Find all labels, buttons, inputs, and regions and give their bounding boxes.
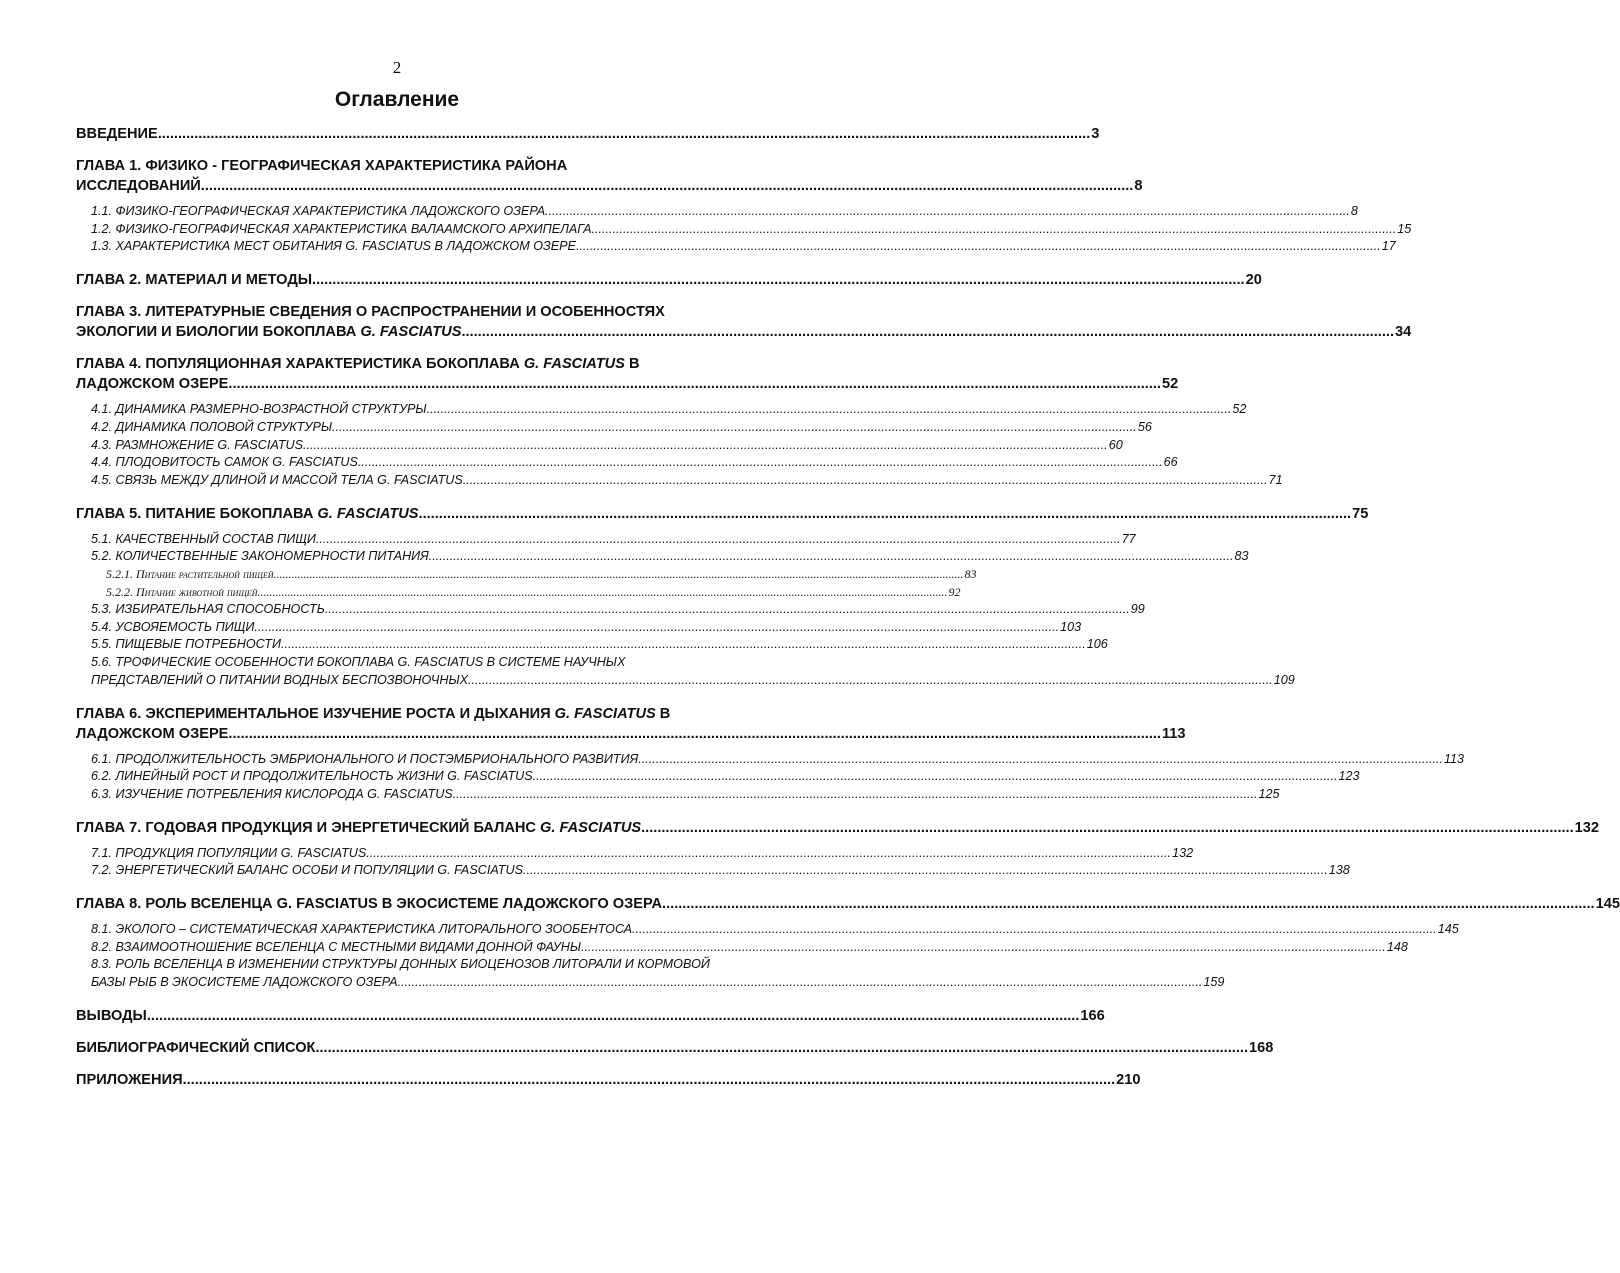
dot-leader (427, 401, 1232, 419)
toc-page-number: 109 (1273, 672, 1295, 687)
toc-entry-first-line (91, 654, 736, 672)
toc-chapter[interactable] (76, 302, 1412, 342)
toc-entry-text-line1-tail: В (624, 356, 640, 373)
toc-page-number: 8 (1134, 178, 1143, 194)
toc-page-number: 113 (1161, 725, 1186, 742)
toc-entry-text: 1.2. ФИЗИКО-ГЕОГРАФИЧЕСКАЯ ХАРАКТЕРИСТИКА ВАЛААМСКОГО АРХИПЕЛАГА (91, 221, 592, 236)
toc-entry-line (91, 238, 1396, 256)
toc-entry-line (76, 1006, 1105, 1026)
toc-chapter[interactable] (76, 1070, 1141, 1090)
toc-page-number: 145 (1595, 896, 1620, 913)
toc-entry-line (91, 531, 1136, 549)
dot-leader (398, 974, 1203, 992)
toc-subsection[interactable] (76, 566, 977, 584)
toc-entry-species-name: G. FASCIATUS (356, 324, 462, 341)
toc-page-number: 210 (1116, 1071, 1141, 1088)
toc-entry-text: ГЛАВА 7. ГОДОВАЯ ПРОДУКЦИЯ И ЭНЕРГЕТИЧЕСКИЙ БАЛАНС (76, 819, 536, 836)
toc-chapter[interactable] (76, 1038, 1274, 1058)
toc-entry-text: 5.2.1. Питание растительной пищей (106, 567, 274, 582)
toc-page-number: 92 (948, 584, 961, 599)
toc-page-number: 113 (1443, 751, 1465, 766)
toc-entry-text: ГЛАВА 8. РОЛЬ ВСЕЛЕНЦА G. FASCIATUS В ЭКОСИСТЕМЕ ЛАДОЖСКОГО ОЗЕРА (76, 896, 663, 913)
toc-page-number: 166 (1080, 1007, 1105, 1024)
toc-entry-title (76, 1070, 183, 1090)
toc-entry-line (91, 939, 1408, 957)
toc-page-number: 103 (1060, 619, 1082, 634)
toc-entry-text: 4.2. ДИНАМИКА ПОЛОВОЙ СТРУКТУРЫ (91, 419, 333, 434)
toc-page-number: 34 (1395, 324, 1412, 341)
toc-chapter[interactable] (76, 504, 1369, 524)
toc-page-number: 99 (1130, 602, 1145, 617)
toc-entry-title (106, 584, 257, 602)
toc-page-number: 145 (1437, 922, 1459, 937)
dot-leader (201, 176, 1134, 196)
toc-entry-text: 7.2. ЭНЕРГЕТИЧЕСКИЙ БАЛАНС ОСОБИ И ПОПУЛЯЦИИ G. FASCIATUS (91, 863, 523, 878)
dot-leader (257, 584, 947, 602)
dot-leader (523, 862, 1328, 880)
dot-leader (358, 454, 1163, 472)
toc-chapter[interactable] (76, 1006, 1105, 1026)
toc-entry-text: ГЛАВА 2. МАТЕРИАЛ И МЕТОДЫ (76, 272, 313, 289)
dot-leader (638, 751, 1443, 769)
toc-entry-first-line (76, 704, 736, 724)
toc-entry-line (91, 768, 1360, 786)
toc-section[interactable] (76, 454, 1178, 472)
toc-entry-title (91, 437, 303, 455)
dot-leader (316, 531, 1121, 549)
toc-entry-text-line1: 5.6. ТРОФИЧЕСКИЕ ОСОБЕННОСТИ БОКОПЛАВА G. FASCIATUS В СИСТЕМЕ НАУЧНЫХ (91, 655, 626, 670)
toc-entry-line (91, 636, 1108, 654)
toc-entry-title (91, 454, 358, 472)
toc-entry-line (91, 921, 1459, 939)
toc-entry-first-line (76, 302, 736, 322)
toc-page-number: 159 (1203, 975, 1225, 990)
dot-leader (468, 672, 1273, 690)
toc-entry-title (76, 504, 419, 524)
toc-entry-text-line1: ГЛАВА 4. ПОПУЛЯЦИОННАЯ ХАРАКТЕРИСТИКА БОКОПЛАВА (76, 356, 520, 373)
toc-entry-text: 5.3. ИЗБИРАТЕЛЬНАЯ СПОСОБНОСТЬ (91, 602, 325, 617)
toc-entry-title (91, 548, 429, 566)
toc-entry-text: ВВЕДЕНИЕ (76, 126, 158, 142)
dot-leader (315, 1038, 1248, 1058)
toc-section[interactable] (76, 654, 1295, 689)
toc-entry-text: ЭКОЛОГИИ И БИОЛОГИИ БОКОПЛАВА (76, 324, 357, 341)
toc-chapter[interactable] (76, 270, 1262, 290)
toc-entry-line (91, 472, 1283, 490)
toc-section[interactable] (76, 437, 1123, 455)
toc-entry-text: 6.2. ЛИНЕЙНЫЙ РОСТ И ПРОДОЛЖИТЕЛЬНОСТЬ ЖИЗНИ G. FASCIATUS (91, 769, 533, 784)
toc-entry-text: ЛАДОЖСКОМ ОЗЕРЕ (76, 725, 229, 742)
toc-section[interactable] (76, 221, 1412, 239)
toc-entry-title (91, 939, 581, 957)
dot-leader (632, 921, 1437, 939)
toc-entry-line (91, 203, 1358, 221)
toc-section[interactable] (76, 619, 1082, 637)
toc-section[interactable] (76, 845, 1194, 863)
toc-section[interactable] (76, 921, 1459, 939)
toc-page-number: 123 (1338, 769, 1360, 784)
toc-entry-species-name: G. FASCIATUS (535, 819, 642, 836)
dot-leader (461, 322, 1394, 342)
toc-entry-line (76, 176, 1143, 196)
toc-section[interactable] (76, 939, 1408, 957)
toc-entry-title (76, 894, 662, 914)
dot-leader (228, 724, 1161, 744)
toc-entry-text: ВЫВОДЫ (76, 1007, 147, 1024)
toc-entry-species-name: G. FASCIATUS (550, 705, 656, 722)
page-number: 2 (392, 58, 402, 77)
toc-entry-text-line1: ГЛАВА 1. ФИЗИКО - ГЕОГРАФИЧЕСКАЯ ХАРАКТЕРИСТИКА РАЙОНА (76, 158, 568, 174)
toc-page-number: 148 (1386, 939, 1408, 954)
toc-section[interactable] (76, 636, 1108, 654)
toc-page-number: 132 (1574, 819, 1600, 836)
toc-section[interactable] (76, 419, 1152, 437)
toc-entry-title (76, 270, 312, 290)
toc-page-number: 15 (1397, 221, 1412, 236)
toc-entry-line (76, 1038, 1274, 1058)
toc-entry-title (91, 601, 325, 619)
toc-page-number: 132 (1172, 845, 1194, 860)
toc-entry-line (91, 454, 1178, 472)
dot-leader (303, 437, 1108, 455)
toc-page-number: 52 (1161, 376, 1179, 393)
toc-entry-text: ИССЛЕДОВАНИЙ (76, 178, 201, 194)
toc-entry-title (76, 724, 228, 744)
toc-entry-line (91, 672, 1295, 690)
toc-section[interactable] (76, 956, 1225, 991)
toc-entry-line (91, 401, 1247, 419)
toc-entry-text: ГЛАВА 5. ПИТАНИЕ БОКОПЛАВА (76, 505, 314, 522)
toc-entry-title (91, 672, 468, 690)
toc-entry-text: ЛАДОЖСКОМ ОЗЕРЕ (76, 376, 229, 393)
toc-entry-line (91, 221, 1412, 239)
toc-entry-text-line1: 8.3. РОЛЬ ВСЕЛЕНЦА В ИЗМЕНЕНИИ СТРУКТУРЫ ДОННЫХ БИОЦЕНОЗОВ ЛИТОРАЛИ И КОРМОВОЙ (91, 957, 710, 972)
dot-leader (592, 221, 1397, 239)
toc-page-number: 60 (1108, 437, 1123, 452)
dot-leader (533, 768, 1338, 786)
toc-entry-title (91, 921, 632, 939)
toc-section[interactable] (76, 862, 1350, 880)
dot-leader (281, 636, 1086, 654)
dot-leader (183, 1070, 1116, 1090)
toc-page-number: 75 (1352, 505, 1369, 522)
dot-leader (419, 504, 1352, 524)
toc-entry-text: БИБЛИОГРАФИЧЕСКИЙ СПИСОК (76, 1039, 316, 1056)
page-title: Оглавление (334, 88, 460, 111)
toc-entry-title (91, 768, 533, 786)
toc-entry-title (91, 845, 366, 863)
toc-entry-line (91, 845, 1194, 863)
table-of-contents (76, 124, 1620, 1090)
toc-entry-title (76, 124, 158, 144)
toc-entry-title (91, 203, 545, 221)
toc-entry-text: 4.4. ПЛОДОВИТОСТЬ САМОК G. FASCIATUS (91, 455, 358, 470)
toc-page-number: 138 (1328, 863, 1350, 878)
toc-entry-text: 5.2.2. Питание животной пищей (106, 584, 258, 599)
toc-entry-first-line (91, 956, 736, 974)
dot-leader (274, 566, 964, 584)
toc-entry-title (76, 818, 641, 838)
toc-entry-text: 6.3. ИЗУЧЕНИЕ ПОТРЕБЛЕНИЯ КИСЛОРОДА G. FASCIATUS (91, 786, 453, 801)
toc-entry-title (91, 472, 463, 490)
toc-chapter[interactable] (76, 156, 1143, 196)
toc-entry-text: ПРЕДСТАВЛЕНИЙ О ПИТАНИИ ВОДНЫХ БЕСПОЗВОНОЧНЫХ (91, 672, 469, 687)
toc-page-number: 106 (1086, 637, 1108, 652)
toc-entry-title (91, 531, 316, 549)
toc-page-number: 3 (1091, 126, 1100, 142)
dot-leader (332, 419, 1137, 437)
toc-section[interactable] (76, 203, 1358, 221)
toc-entry-text: 8.2. ВЗАИМООТНОШЕНИЕ ВСЕЛЕНЦА С МЕСТНЫМИ ВИДАМИ ДОННОЙ ФАУНЫ (91, 939, 582, 954)
toc-entry-line (91, 862, 1350, 880)
toc-entry-text-line1: ГЛАВА 3. ЛИТЕРАТУРНЫЕ СВЕДЕНИЯ О РАСПРОСТРАНЕНИИ И ОСОБЕННОСТЯХ (76, 304, 665, 321)
toc-entry-line (106, 584, 961, 602)
toc-page-number: 20 (1245, 272, 1262, 289)
toc-section[interactable] (76, 548, 1249, 566)
toc-page-number: 83 (1234, 549, 1249, 564)
toc-entry-text-line1-tail: В (655, 705, 671, 722)
toc-page-number: 66 (1163, 455, 1178, 470)
toc-entry-line (76, 124, 1100, 144)
toc-page-number: 125 (1258, 786, 1280, 801)
toc-entry-line (76, 374, 1179, 394)
toc-section[interactable] (76, 531, 1136, 549)
dot-leader (545, 203, 1350, 221)
dot-leader (325, 601, 1130, 619)
dot-leader (158, 124, 1091, 144)
toc-entry-text-line1: ГЛАВА 6. ЭКСПЕРИМЕНТАЛЬНОЕ ИЗУЧЕНИЕ РОСТА И ДЫХАНИЯ (76, 705, 551, 722)
toc-entry-text: 5.2. КОЛИЧЕСТВЕННЫЕ ЗАКОНОМЕРНОСТИ ПИТАНИЯ (91, 549, 429, 564)
toc-entry-line (76, 504, 1369, 524)
toc-entry-line (76, 1070, 1141, 1090)
toc-entry-line (91, 786, 1280, 804)
toc-entry-title (91, 221, 592, 239)
toc-entry-title (91, 238, 576, 256)
toc-entry-title (91, 974, 398, 992)
toc-entry-text: 4.1. ДИНАМИКА РАЗМЕРНО-ВОЗРАСТНОЙ СТРУКТУРЫ (91, 402, 427, 417)
toc-entry-text: 4.5. СВЯЗЬ МЕЖДУ ДЛИНОЙ И МАССОЙ ТЕЛА G. FASCIATUS (91, 472, 463, 487)
toc-entry-text: 7.1. ПРОДУКЦИЯ ПОПУЛЯЦИИ G. FASCIATUS (91, 845, 367, 860)
toc-entry-line (91, 619, 1082, 637)
toc-entry-text: 5.4. УСВОЯЕМОСТЬ ПИЩИ (91, 619, 255, 634)
toc-chapter[interactable] (76, 818, 1600, 838)
toc-entry-title (91, 401, 427, 419)
dot-leader (228, 374, 1161, 394)
toc-entry-title (91, 419, 332, 437)
toc-page-number: 168 (1249, 1039, 1274, 1056)
toc-entry-species-name: G. FASCIATUS (519, 356, 625, 373)
toc-entry-line (91, 437, 1123, 455)
toc-subsection[interactable] (76, 584, 961, 602)
toc-entry-line (76, 322, 1412, 342)
toc-entry-line (91, 751, 1465, 769)
toc-entry-title (91, 619, 254, 637)
toc-entry-title (76, 322, 461, 342)
toc-entry-title (76, 1038, 315, 1058)
toc-section[interactable] (76, 751, 1465, 769)
dot-leader (147, 1006, 1080, 1026)
dot-leader (429, 548, 1234, 566)
toc-entry-text: 1.1. ФИЗИКО-ГЕОГРАФИЧЕСКАЯ ХАРАКТЕРИСТИКА ЛАДОЖСКОГО ОЗЕРА (91, 204, 546, 218)
toc-entry-text: 4.3. РАЗМНОЖЕНИЕ G. FASCIATUS (91, 437, 304, 452)
toc-entry-line (76, 894, 1620, 914)
toc-entry-title (91, 786, 453, 804)
dot-leader (453, 786, 1258, 804)
toc-page-number: 52 (1232, 402, 1247, 417)
toc-entry-title (76, 176, 201, 196)
toc-entry-text: БАЗЫ РЫБ В ЭКОСИСТЕМЕ ЛАДОЖСКОГО ОЗЕРА (91, 975, 398, 990)
dot-leader (254, 619, 1059, 637)
toc-entry-line (76, 818, 1600, 838)
dot-leader (576, 238, 1381, 256)
toc-chapter[interactable] (76, 124, 1100, 144)
toc-entry-title (76, 374, 228, 394)
toc-chapter[interactable] (76, 704, 1186, 744)
toc-chapter[interactable] (76, 894, 1620, 914)
toc-chapter[interactable] (76, 354, 1179, 394)
toc-entry-title (91, 751, 638, 769)
dot-leader (366, 845, 1171, 863)
toc-page-number: 77 (1121, 531, 1136, 546)
toc-entry-line (76, 270, 1262, 290)
dot-leader (312, 270, 1245, 290)
toc-page-number: 56 (1137, 419, 1152, 434)
toc-entry-title (91, 636, 281, 654)
toc-section[interactable] (76, 238, 1396, 256)
toc-entry-species-name: G. FASCIATUS (313, 505, 419, 522)
toc-page-number: 8 (1350, 204, 1358, 218)
toc-entry-title (106, 566, 274, 584)
toc-entry-text: 5.1. КАЧЕСТВЕННЫЙ СОСТАВ ПИЩИ (91, 531, 316, 546)
toc-entry-line (91, 419, 1152, 437)
toc-page-number: 71 (1268, 472, 1283, 487)
toc-page-number: 17 (1381, 239, 1396, 254)
toc-section[interactable] (76, 768, 1360, 786)
toc-entry-line (106, 566, 977, 584)
toc-entry-line (91, 601, 1145, 619)
toc-section[interactable] (76, 786, 1280, 804)
toc-entry-text: 1.3. ХАРАКТЕРИСТИКА МЕСТ ОБИТАНИЯ G. FASCIATUS В ЛАДОЖСКОМ ОЗЕРЕ (91, 239, 576, 254)
toc-entry-first-line (76, 354, 736, 374)
toc-entry-first-line (76, 156, 736, 176)
toc-section[interactable] (76, 401, 1247, 419)
dot-leader (463, 472, 1268, 490)
toc-entry-title (76, 1006, 147, 1026)
toc-section[interactable] (76, 601, 1145, 619)
toc-entry-text: 8.1. ЭКОЛОГО – СИСТЕМАТИЧЕСКАЯ ХАРАКТЕРИСТИКА ЛИТОРАЛЬНОГО ЗООБЕНТОСА (91, 922, 633, 937)
dot-leader (581, 939, 1386, 957)
toc-entry-text: ПРИЛОЖЕНИЯ (76, 1071, 183, 1088)
toc-page-number: 83 (964, 567, 977, 582)
toc-section[interactable] (76, 472, 1283, 490)
toc-entry-line (91, 974, 1225, 992)
dot-leader (662, 894, 1595, 914)
toc-entry-line (76, 724, 1186, 744)
toc-entry-text: 6.1. ПРОДОЛЖИТЕЛЬНОСТЬ ЭМБРИОНАЛЬНОГО И ПОСТЭМБРИОНАЛЬНОГО РАЗВИТИЯ (91, 751, 639, 766)
dot-leader (641, 818, 1574, 838)
toc-entry-title (91, 862, 523, 880)
toc-entry-line (91, 548, 1249, 566)
toc-entry-text: 5.5. ПИЩЕВЫЕ ПОТРЕБНОСТИ (91, 637, 282, 652)
